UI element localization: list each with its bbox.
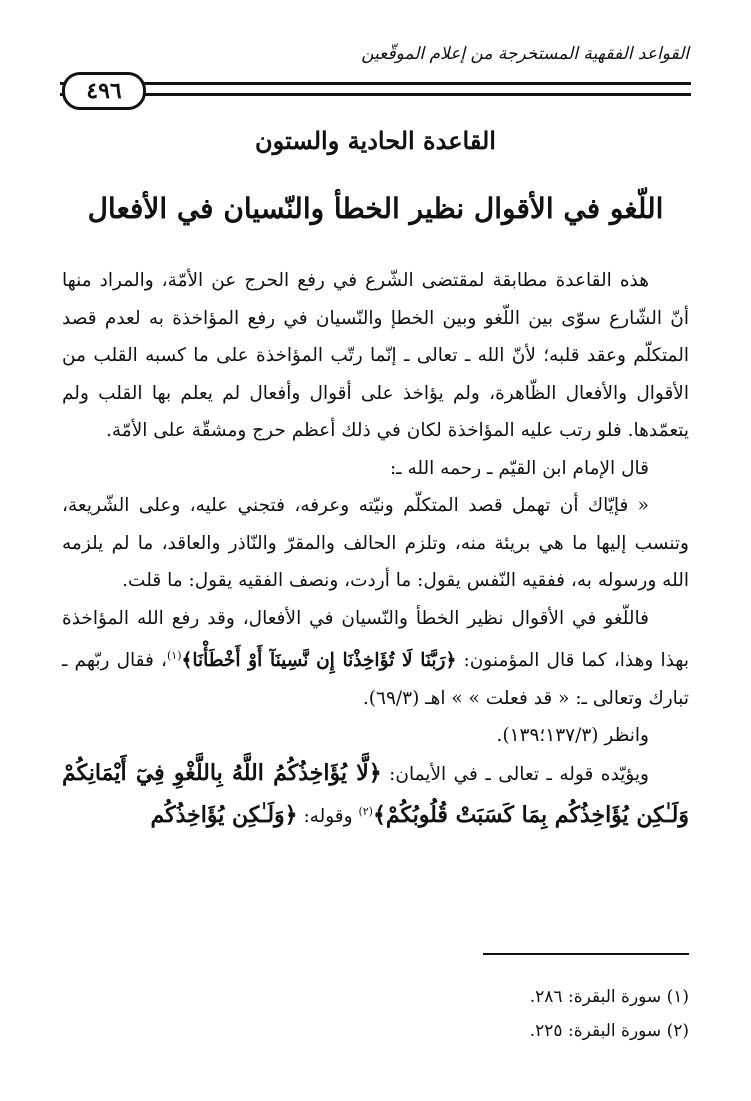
paragraph-see-also: وانظر (١٣٧/٣؛١٣٩). (496, 725, 649, 747)
paragraph-support (62, 755, 689, 836)
footnote-separator (483, 953, 689, 955)
paragraph-lagw-text: فاللّغو في الأقوال نظير الخطأ والنّسيان في الأفعال، وقد رفع الله المؤاخذة بهذا وهذا، كما قال المؤمنون: (62, 607, 689, 672)
paragraph-intro: هذه القاعدة مطابقة لمقتضى الشّرع في رفع الحرج عن الأمّة، والمراد منها أنّ الشّارع سوّى بين اللّغو وبين الخطإ والنّسيان في رفع المؤاخذة به لعدم قصد المتكلّم وعقد قلبه؛ لأنّ الله ـ تعالى ـ إنّما رتّب المؤاخذة على ما كسبه القلب من الأقوال والأفعال الظّاهرة، ولم يؤاخذ على أقوال وأفعال لم يعلم بها القلب ولم يتعمّدها. فلو رتب عليه المؤاخذة لكان في ذلك أعظم حرج ومشقّة على الأمّة. (62, 270, 689, 441)
header-rule-lower (60, 93, 691, 96)
footnote-2: (٢) سورة البقرة: ٢٢٥. (529, 1021, 689, 1041)
quran-verse: ﴿لَّا يُؤَاخِذُكُمُ اللَّهُ بِاللَّغْوِ فِيٓ أَيْمَانِكُمْ وَلَـٰكِن يُؤَاخِذُكُم بِمَا كَسَبَتْ قُلُوبُكُمْ﴾ (62, 759, 689, 829)
paragraph-lagw-end: ، فقال ربّهم ـ تبارك وتعالى ـ: « قد فعلت » » اهـ (٦٩/٣). (62, 650, 689, 709)
footnote-ref: (١) (166, 649, 182, 662)
footnotes (62, 980, 689, 1048)
running-title: القواعد الفقهية المستخرجة من إعلام الموقّعين (361, 44, 689, 64)
rule-number-heading: القاعدة الحادية والستون (255, 126, 496, 155)
paragraph-support-mid: وقوله: (303, 806, 353, 828)
paragraph-support-text: ويؤيّده قوله ـ تعالى ـ في الأيمان: (389, 763, 649, 785)
footnote-1: (١) سورة البقرة: ٢٨٦. (529, 987, 689, 1007)
quran-verse: ﴿رَبَّنَا لَا تُؤَاخِذْنَا إِن نَّسِينَآ أَوْ أَخْطَأْنَا﴾ (181, 650, 457, 672)
paragraph-quote: « فإيّاك أن تهمل قصد المتكلّم ونيّته وعرفه، فتجني عليه، وعلى الشّريعة، وتنسب إليها ما هي بريئة منه، وتلزم الحالف والمقرّ والنّاذر والعاقد، ما لم يلزمه الله ورسوله به، ففقيه النّفس يقول: ما أردت، ونصف الفقيه يقول: ما قلت. (62, 495, 689, 591)
page-number: ٤٩٦ (62, 72, 146, 110)
main-text (62, 262, 689, 836)
quran-verse: ﴿وَلَـٰكِن يُؤَاخِذُكُم (150, 802, 298, 829)
paragraph-lagw (62, 600, 689, 718)
rule-text-heading: اللّغو في الأقوال نظير الخطأ والنّسيان في الأفعال (87, 192, 664, 225)
footnote-ref: (٢) (358, 805, 373, 819)
paragraph-citation-intro: قال الإمام ابن القيّم ـ رحمه الله ـ: (389, 457, 649, 479)
header-rule (60, 82, 691, 85)
